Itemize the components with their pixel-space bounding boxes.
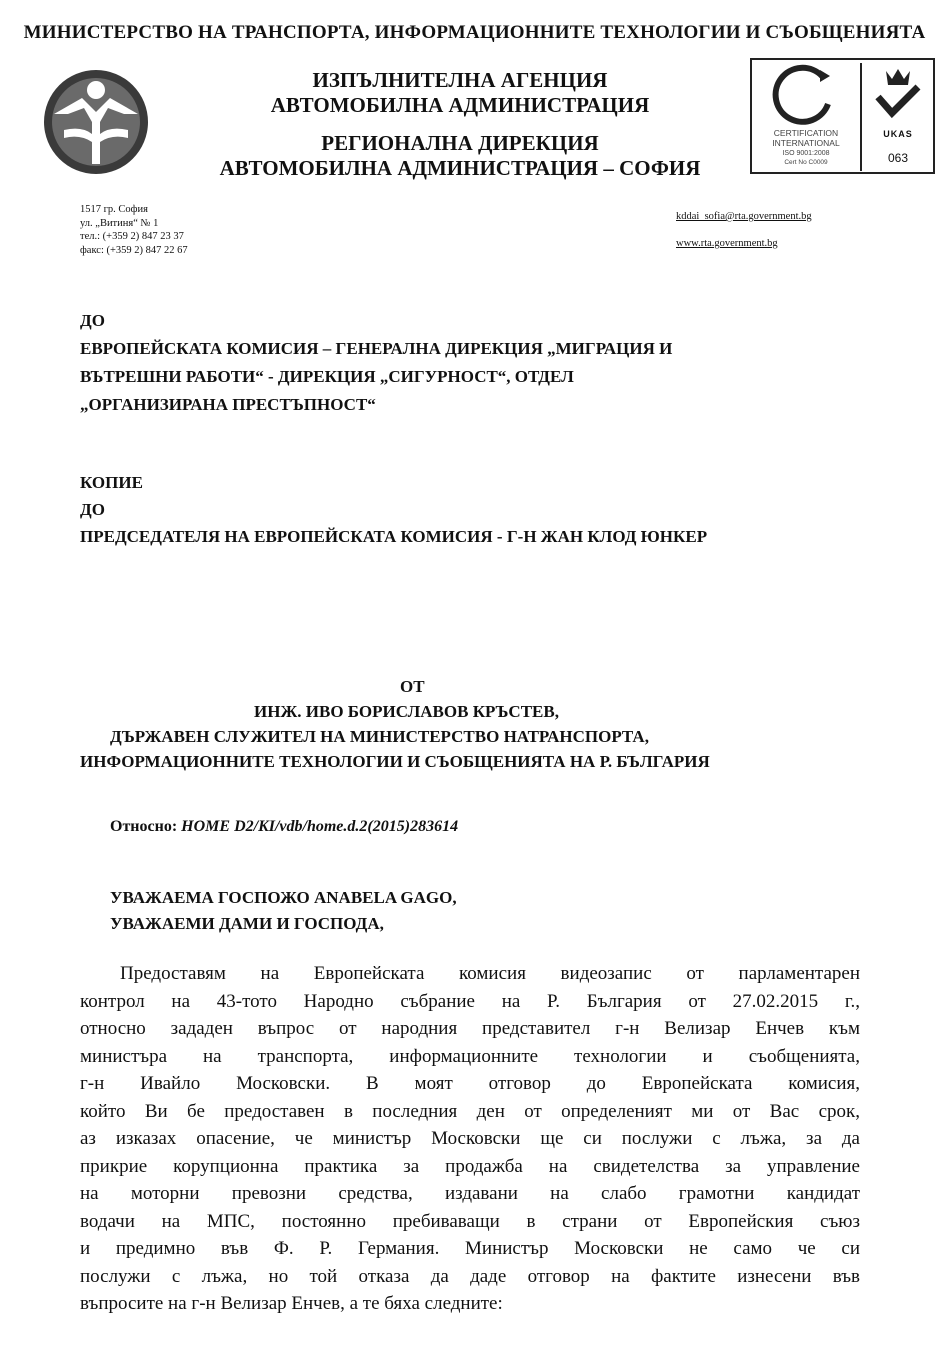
regarding-line: [110, 818, 458, 836]
recipient-line-2: ЕВРОПЕЙСКАТА КОМИСИЯ – ГЕНЕРАЛНА ДИРЕКЦИЯ „МИГРАЦИЯ И: [80, 339, 673, 358]
body-line: прикрие корупционна практика за продажба на свидетелства за управление: [80, 1155, 860, 1177]
address-phone: тел.: (+359 2) 847 23 37: [80, 231, 184, 242]
body-line: който Ви бе предоставен в последния ден от определеният ми от Вас срок,: [80, 1100, 860, 1122]
body-line: министъра на транспорта, информационните технологии и съобщенията,: [80, 1045, 860, 1067]
ministry-title: МИНИСТЕРСТВО НА ТРАНСПОРТА, ИНФОРМАЦИОННИТЕ ТЕХНОЛОГИИ И СЪОБЩЕНИЯТА: [23, 22, 926, 43]
body-line: и предимно във Ф. Р. Германия. Министър Московски не само че си: [80, 1238, 860, 1259]
regional-line-1: РЕГИОНАЛНА ДИРЕКЦИЯ: [321, 131, 599, 155]
body-line: на моторни превозни средства, издавани на слабо грамотни кандидат: [80, 1183, 860, 1204]
certification-box: [750, 58, 935, 174]
body-line: г-н Ивайло Московски. В моят отговор до Европейската комисия,: [80, 1073, 860, 1094]
salutation: [110, 885, 457, 937]
ukas-code: 063: [887, 151, 909, 165]
copy-line-1: КОПИЕ: [80, 473, 143, 492]
contacts-block: [676, 203, 812, 257]
cert-line-3: ISO 9001:2008: [782, 150, 830, 157]
iso-certification: [756, 64, 856, 170]
email-link[interactable]: kddai_sofia@rta.government.bg: [676, 211, 812, 222]
body-line: послужи с лъжа, но той отказа да даде отговор на фактите изнесени във: [80, 1265, 860, 1287]
agency-name: [180, 68, 740, 118]
cert-line-1: CERTIFICATION: [773, 128, 839, 138]
body-line: относно зададен въпрос от народния представител г-н Велизар Енчев към: [80, 1018, 860, 1039]
agency-line-2: АВТОМОБИЛНА АДМИНИСТРАЦИЯ: [270, 93, 650, 117]
copy-line-3: ПРЕДСЕДАТЕЛЯ НА ЕВРОПЕЙСКАТА КОМИСИЯ - Г-Н ЖАН КЛОД ЮНКЕР: [80, 527, 708, 546]
cert-line-2: INTERNATIONAL: [772, 138, 840, 148]
agency-logo-icon: [42, 68, 150, 176]
recipient-line-3: ВЪТРЕШНИ РАБОТИ“ - ДИРЕКЦИЯ „СИГУРНОСТ“, ОТДЕЛ: [80, 367, 574, 386]
regional-directorate: [180, 131, 740, 181]
body-line: Предоставям на Европейската комисия видеозапис от парламентарен: [120, 963, 860, 984]
recipient-line-1: ДО: [80, 311, 105, 330]
salutation-line-1: УВАЖАЕМА ГОСПОЖО ANABELA GAGO,: [110, 888, 457, 907]
ukas-label: UKAS: [883, 129, 913, 139]
regarding-label: Относно:: [110, 818, 178, 835]
address-block: [80, 203, 188, 257]
cert-line-4: Cert No C0009: [784, 159, 828, 166]
address-line-2: ул. „Витиня“ № 1: [80, 217, 159, 229]
body-line: контрол на 43-тото Народно събрание на Р. България от 27.02.2015 г.,: [80, 990, 860, 1012]
recipient-block: [80, 307, 672, 419]
copy-line-2: ДО: [80, 500, 105, 519]
sender-line-3: ДЪРЖАВЕН СЛУЖИТЕЛ НА МИНИСТЕРСТВО НАТРАНСПОРТА,: [110, 727, 649, 746]
regional-line-2: АВТОМОБИЛНА АДМИНИСТРАЦИЯ – СОФИЯ: [219, 156, 701, 180]
body-line: въпросите на г-н Велизар Енчев, а те бяха следните:: [80, 1293, 503, 1314]
recipient-line-4: „ОРГАНИЗИРАНА ПРЕСТЪПНОСТ“: [80, 395, 376, 414]
copy-recipient-block: [80, 469, 707, 550]
certification-ring-icon: [756, 64, 856, 130]
address-fax: факс: (+359 2) 847 22 67: [80, 244, 188, 256]
sender-line-4: ИНФОРМАЦИОННИТЕ ТЕХНОЛОГИИ И СЪОБЩЕНИЯТА НА Р. БЪЛГАРИЯ: [80, 752, 710, 771]
sender-line-1: ОТ: [400, 677, 425, 696]
letter-body: [80, 960, 860, 1318]
ukas-mark: [860, 63, 932, 171]
website-link[interactable]: www.rta.government.bg: [676, 238, 778, 249]
body-line: водачи на МПС, постоянно пребиваващи в страни от Европейския съюз: [80, 1210, 860, 1232]
sender-line-2: ИНЖ. ИВО БОРИСЛАВОВ КРЪСТЕВ,: [254, 702, 559, 721]
agency-line-1: ИЗПЪЛНИТЕЛНА АГЕНЦИЯ: [312, 68, 608, 92]
salutation-line-2: УВАЖАЕМИ ДАМИ И ГОСПОДА,: [110, 914, 384, 933]
address-line-1: 1517 гр. София: [80, 204, 148, 215]
crown-check-icon: [862, 63, 934, 127]
regarding-reference: HOME D2/KI/vdb/home.d.2(2015)283614: [181, 818, 459, 835]
body-line: аз изказах опасение, че министър Московски ще си послужи с лъжа, за да: [80, 1128, 860, 1149]
